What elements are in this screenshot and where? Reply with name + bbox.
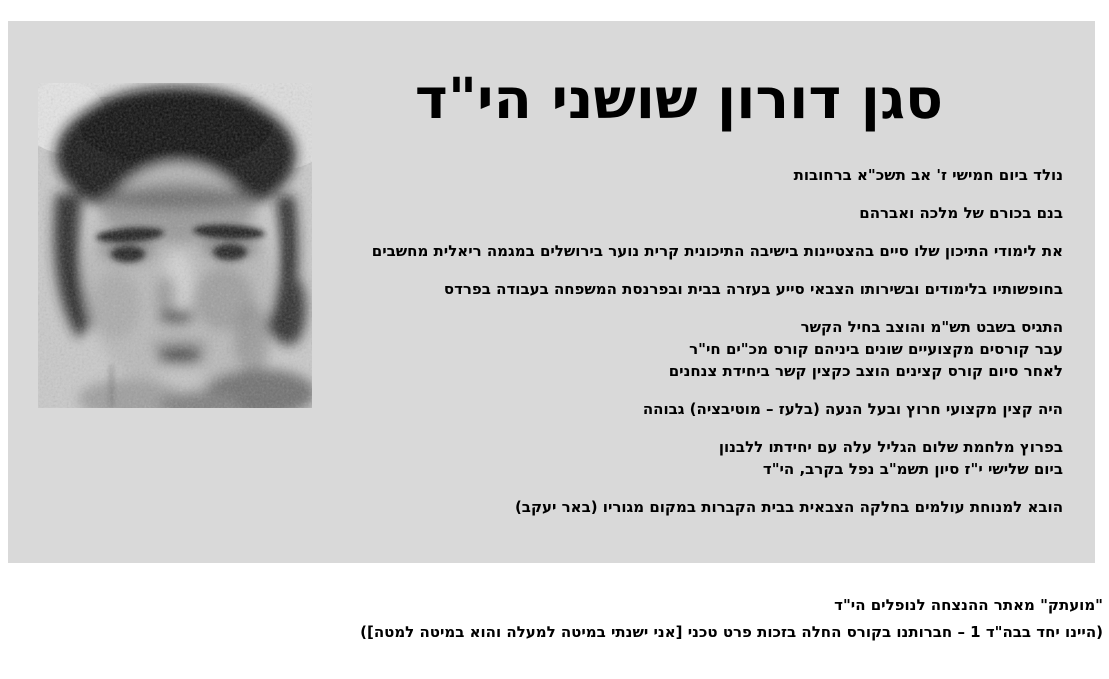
bio-line: התגיס בשבט תש"מ והוצב בחיל הקשר	[800, 318, 1063, 336]
bio-line: היה קצין מקצועי חרוץ ובעל הנעה (בלעז – מוטיבציה) גבוהה	[642, 400, 1063, 418]
page-title: סגן דורון שושני הי"ד	[414, 66, 944, 132]
portrait-photo	[38, 83, 312, 408]
bio-line: הובא למנוחת עולמים בחלקה הצבאית בבית הקברות במקום מגוריו (באר יעקב)	[514, 498, 1063, 516]
footer-credit	[200, 592, 1103, 646]
portrait-photo-image	[38, 83, 312, 408]
bio-line: בחופשותיו בלימודים ובשירותו הצבאי סייע בעזרה בבית ובפרנסת המשפחה בעבודה בפרדס	[443, 280, 1063, 298]
bio-line: לאחר סיום קורס קצינים הוצב כקצין קשר ביחידת צנחנים	[668, 362, 1063, 380]
footer-credit-line-1: "מועתק" מאתר ההנצחה לנופלים הי"ד	[834, 596, 1103, 614]
bio-line: את לימודי התיכון שלו סיים בהצטיינות בישיבה התיכונית קרית נוער בירושלים במגמה ריאלית מחשבים	[371, 242, 1063, 260]
bio-line: ביום שלישי י"ז סיון תשמ"ב נפל בקרב, הי"ד	[762, 460, 1063, 478]
bio-paragraph	[330, 316, 1063, 382]
bio-paragraph	[330, 496, 1063, 518]
bio-text	[330, 164, 1063, 534]
bio-line: עבר קורסים מקצועיים שונים ביניהם קורס מכ"ים חי"ר	[689, 340, 1063, 358]
bio-paragraph	[330, 278, 1063, 300]
bio-line: בנם בכורם של מלכה ואברהם	[859, 204, 1063, 222]
bio-line: בפרוץ מלחמת שלום הגליל עלה עם יחידתו ללבנון	[718, 438, 1063, 456]
footer-credit-line-2: (היינו יחד בבה"ד 1 – חברותנו בקורס החלה בזכות פרט טכני [אני ישנתי במיטה למעלה והוא במיטה למטה])	[360, 623, 1103, 641]
bio-paragraph	[330, 202, 1063, 224]
bio-line: נולד ביום חמישי ז' אב תשכ"א ברחובות	[793, 166, 1063, 184]
bio-paragraph	[330, 436, 1063, 480]
bio-paragraph	[330, 398, 1063, 420]
bio-paragraph	[330, 164, 1063, 186]
bio-paragraph	[330, 240, 1063, 262]
